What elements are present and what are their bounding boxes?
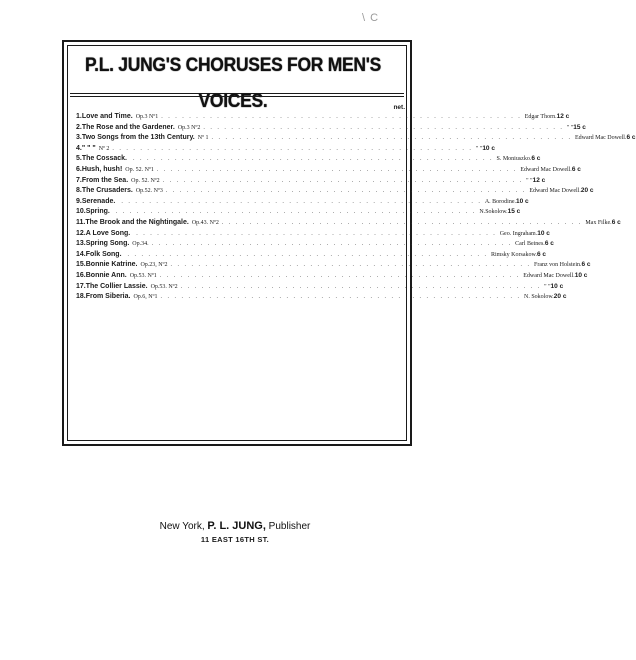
item-composer: N.Sokolow. [479,209,508,216]
dot-leader: . . . . . . . . . . . . . . . . . . . . . . . . . . . . . . . . . . . . . . . . . . . . . . . . . . . . [165,188,527,195]
catalog-title: P.L. JUNG'S CHORUSES FOR MEN'S VOICES. [85,55,381,112]
list-item [76,165,581,176]
item-opus: Op.34. [132,241,149,248]
item-composer: N. Sokolow. [524,294,554,301]
item-title: The Cossack. [81,155,127,163]
item-price: 6 c [531,155,541,163]
list-item [76,186,594,197]
dot-leader: . . . . . . . . . . . . . . . . . . . . . . . . . . . . . . . . . . . . . . . . . . . . . . . . . . . . [156,166,518,173]
item-composer: Edward Mac Dowell. [523,272,575,279]
dot-leader: . . . . . . . . . . . . . . . . . . . . . . . . . . . . . . . . . . . . . . . . . . . . . . . . . . . . [136,230,497,237]
item-number: 15. [76,261,86,269]
publisher-label: Publisher [265,521,311,532]
dot-leader: . . . . . . . . . . . . . . . . . . . . . . . . . . . . . . . . . . . . . . . . . . . . . . . . . . . . [159,272,521,279]
item-composer: " " [544,283,551,290]
item-opus: Nº 1 [197,135,209,142]
item-price: 6 c [581,261,591,269]
dot-leader: . . . . . . . . . . . . . . . . . . . . . . . . . . . . . . . . . . . . . . . . . . . . . . . . . . . . [162,177,524,184]
item-title: Love and Time. [81,113,133,120]
item-price: 15 c [507,208,521,216]
list-item [76,133,636,144]
item-opus: Op. 52. Nº2 [131,177,160,184]
dot-leader: . . . . . . . . . . . . . . . . . . . . . . . . . . . . . . . . . . . . . . . . . . . . . . . . . . . . [203,124,564,131]
item-composer: Edgar Thorn. [524,114,557,120]
item-composer: Max Filke. [585,219,612,226]
item-title: Hush, hush! [81,165,123,173]
list-item [76,229,550,240]
item-title: The Collier Lassie. [85,282,148,290]
item-number: 14. [76,250,86,258]
item-opus: Op.3 Nº1 [135,114,159,120]
item-number: 4. [76,144,82,152]
item-price: 6 c [544,240,554,248]
list-item [76,218,621,229]
item-composer: Rimsky Korsakow. [491,251,537,258]
list-item [76,197,529,208]
item-title: The Brook and the Nightingale. [85,218,189,226]
item-composer: Edward Mac Dowell. [520,166,572,173]
publisher-address: 11 EAST 16TH ST. [200,535,270,544]
item-title: Spring Song. [85,240,130,248]
item-opus: Op.3 Nº2 [177,124,201,131]
item-title: Two Songs from the 13th Century. [81,134,195,142]
item-price: 10 c [482,144,495,152]
item-price: 6 c [536,250,547,258]
dot-leader: . . . . . . . . . . . . . . . . . . . . . . . . . . . . . . . . . . . . . . . . . . . . . . . . . . . . [112,145,473,152]
item-price: 6 c [626,134,636,142]
item-price: 10 c [537,229,550,237]
item-number: 11. [76,218,86,226]
item-number: 18. [76,293,86,301]
dot-leader: . . . . . . . . . . . . . . . . . . . . . . . . . . . . . . . . . . . . . . . . . . . . . . . . . . . . [151,241,513,248]
item-price: 6 c [571,165,581,173]
item-title: A Love Song. [85,229,131,237]
item-title: From Siberia. [85,293,131,301]
item-opus: Op.6, Nº1 [133,294,158,301]
item-number: 2. [76,123,82,131]
item-number: 12. [76,229,86,237]
item-opus: Op.52. Nº3 [135,188,163,195]
list-item [76,207,521,218]
dot-leader: . . . . . . . . . . . . . . . . . . . . . . . . . . . . . . . . . . . . . . . . . . . . . . . . . . . . [115,209,477,216]
publisher-city: New York, [159,521,208,532]
title-rule-lower [70,96,404,97]
item-number: 10. [76,208,86,216]
list-item [76,292,567,303]
item-composer: " " [526,177,533,184]
item-title: Folk Song. [85,250,122,258]
item-number: 3. [76,134,82,142]
item-price: 12 c [556,113,570,120]
item-composer: Carl Beines. [515,241,545,248]
dot-leader: . . . . . . . . . . . . . . . . . . . . . . . . . . . . . . . . . . . . . . . . . . . . . . . . . . . . [180,283,542,290]
item-composer: S. Moniuszko. [496,156,532,163]
list-item [76,176,546,187]
dot-leader: . . . . . . . . . . . . . . . . . . . . . . . . . . . . . . . . . . . . . . . . . . . . . . . . . . . . [132,156,494,163]
item-number: 9. [76,197,82,205]
dot-leader: . . . . . . . . . . . . . . . . . . . . . . . . . . . . . . . . . . . . . . . . . . . . . . . . . . . . [160,294,521,301]
item-opus: Nº 2 [98,145,110,152]
item-price: 10 c [550,282,564,290]
list-item [76,271,588,282]
item-title: Spring. [85,208,110,216]
item-number: 17. [76,282,86,290]
item-price: 15 c [573,123,586,131]
item-title: Bonnie Katrine. [85,261,138,269]
item-opus: Op.53. Nº1 [129,272,157,279]
net-price-label: net. [393,104,405,111]
item-price: 12 c [532,176,546,184]
list-item [76,154,541,165]
item-number: 5. [76,155,82,163]
list-item [76,123,586,134]
dot-leader: . . . . . . . . . . . . . . . . . . . . . . . . . . . . . . . . . . . . . . . . . . . . . . . . . . . . [127,251,489,258]
item-composer: " " [566,124,574,131]
item-opus: Op.23, Nº2 [140,262,168,269]
dot-leader: . . . . . . . . . . . . . . . . . . . . . . . . . . . . . . . . . . . . . . . . . . . . . . . . . . . . [121,198,482,205]
item-opus: Op. 52. Nº1 [125,166,154,173]
item-composer: Edward Mac Dowell. [574,135,627,142]
list-item [76,144,495,155]
list-item [76,260,591,271]
item-number: 7. [76,176,82,184]
dot-leader: . . . . . . . . . . . . . . . . . . . . . . . . . . . . . . . . . . . . . . . . . . . . . . . . . . . . [211,135,572,142]
title-rule-upper [70,93,404,94]
item-title: " " " [81,144,96,152]
item-price: 20 c [580,187,594,195]
list-item [76,250,547,261]
item-title: Bonnie Ann. [85,271,127,279]
pencil-corner-mark: \ C [362,12,380,24]
item-price: 10 c [515,197,529,205]
item-price: 20 c [553,293,567,301]
item-title: The Rose and the Gardener. [81,123,175,131]
item-opus: Op.43. Nº2 [191,219,219,226]
list-item [76,112,570,123]
item-composer: " " [475,145,483,152]
item-title: From the Sea. [81,176,129,184]
dot-leader: . . . . . . . . . . . . . . . . . . . . . . . . . . . . . . . . . . . . . . . . . . . . . . . . . . . . [161,114,522,120]
dot-leader: . . . . . . . . . . . . . . . . . . . . . . . . . . . . . . . . . . . . . . . . . . . . . . . . . . . . [221,219,583,226]
item-number: 1. [76,113,82,120]
item-composer: Geo. Ingraham. [499,230,538,237]
item-composer: Franz von Holstein. [534,262,582,269]
item-composer: Edward Mac Dowell. [529,188,581,195]
dot-leader: . . . . . . . . . . . . . . . . . . . . . . . . . . . . . . . . . . . . . . . . . . . . . . . . . . . . [170,262,531,269]
choruses-list [76,112,636,303]
item-composer: A. Borodine. [484,198,516,205]
list-item [76,282,564,293]
list-item [76,239,554,250]
catalog-frame [62,40,636,446]
publisher-name: P. L. JUNG, [207,520,266,532]
item-title: The Crusaders. [81,187,133,195]
item-number: 13. [76,240,86,248]
item-opus: Op.53. Nº2 [150,283,178,290]
item-price: 6 c [611,218,621,226]
item-number: 6. [76,165,82,173]
item-number: 8. [76,187,82,195]
item-price: 10 c [574,271,588,279]
item-title: Serenade. [81,197,116,205]
item-number: 16. [76,271,86,279]
publisher-line [0,520,470,532]
